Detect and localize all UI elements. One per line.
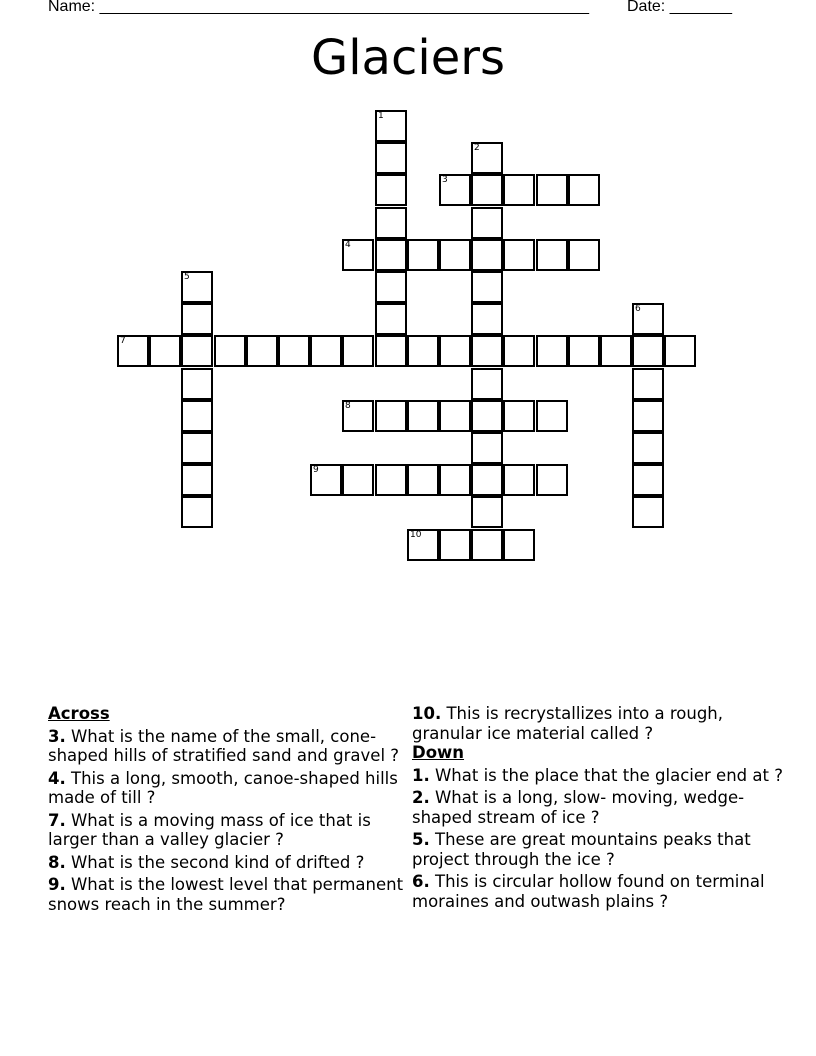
grid-cell[interactable] (632, 464, 664, 496)
grid-cell[interactable] (375, 400, 407, 432)
cell-number: 10 (410, 530, 422, 540)
clue-number: 10. (412, 704, 442, 723)
cell-number: 4 (345, 240, 351, 250)
grid-cell[interactable] (471, 303, 503, 335)
grid-cell[interactable] (310, 464, 342, 496)
clue-number: 3. (48, 726, 66, 746)
grid-cell[interactable] (181, 464, 213, 496)
clue-number: 8. (48, 852, 66, 872)
cell-number: 3 (442, 175, 448, 185)
clue-across-4 (48, 769, 408, 808)
grid-cell[interactable] (471, 335, 503, 367)
grid-cell[interactable] (375, 110, 407, 142)
grid-cell[interactable] (246, 335, 278, 367)
grid-cell[interactable] (181, 271, 213, 303)
clue-across-3 (48, 727, 408, 766)
cell-number: 5 (184, 272, 190, 282)
grid-cell[interactable] (471, 496, 503, 528)
grid-cell[interactable] (375, 271, 407, 303)
grid-cell[interactable] (664, 335, 696, 367)
grid-cell[interactable] (342, 400, 374, 432)
grid-cell[interactable] (310, 335, 342, 367)
clues-column-left (48, 704, 408, 914)
clue-number: 9. (48, 875, 66, 894)
clue-text: What is the name of the small, cone-shaped hills of stratified sand and gravel ? (48, 726, 400, 765)
clue-down-5 (412, 830, 792, 869)
grid-cell[interactable] (536, 239, 568, 271)
grid-cell[interactable] (503, 174, 535, 206)
grid-cell[interactable] (503, 464, 535, 496)
grid-cell[interactable] (149, 335, 181, 367)
clue-text: What is the second kind of drifted ? (65, 852, 365, 872)
cell-number: 6 (635, 304, 641, 314)
grid-cell[interactable] (632, 496, 664, 528)
grid-cell[interactable] (375, 303, 407, 335)
cell-number: 2 (474, 143, 480, 153)
grid-cell[interactable] (407, 400, 439, 432)
grid-cell[interactable] (375, 174, 407, 206)
grid-cell[interactable] (632, 400, 664, 432)
grid-cell[interactable] (214, 335, 246, 367)
grid-cell[interactable] (407, 464, 439, 496)
grid-cell[interactable] (407, 335, 439, 367)
down-heading: Down (412, 743, 465, 762)
grid-cell[interactable] (536, 464, 568, 496)
clue-number: 1. (412, 765, 430, 785)
grid-cell[interactable] (503, 400, 535, 432)
grid-cell[interactable] (600, 335, 632, 367)
page-title: Glaciers (311, 30, 505, 86)
grid-cell[interactable] (375, 239, 407, 271)
clue-down-2 (412, 788, 792, 827)
grid-cell[interactable] (278, 335, 310, 367)
grid-cell[interactable] (503, 335, 535, 367)
clues-column-right (412, 704, 792, 911)
grid-cell[interactable] (632, 368, 664, 400)
grid-cell[interactable] (342, 335, 374, 367)
name-field: Name: _______________________________________________________ (48, 0, 589, 15)
grid-cell[interactable] (632, 335, 664, 367)
clue-down-6 (412, 872, 792, 911)
clue-text: What is a long, slow- moving, wedge-shaped stream of ice ? (412, 788, 745, 827)
clue-text: This is circular hollow found on terminal moraines and outwash plains ? (412, 872, 765, 911)
grid-cell[interactable] (471, 271, 503, 303)
grid-cell[interactable] (342, 239, 374, 271)
grid-cell[interactable] (471, 464, 503, 496)
grid-cell[interactable] (471, 174, 503, 206)
grid-cell[interactable] (375, 142, 407, 174)
grid-cell[interactable] (439, 400, 471, 432)
grid-cell[interactable] (568, 174, 600, 206)
grid-cell[interactable] (181, 400, 213, 432)
grid-cell[interactable] (471, 400, 503, 432)
clue-number: 6. (412, 872, 430, 891)
grid-cell[interactable] (407, 239, 439, 271)
clue-across-8 (48, 853, 408, 873)
grid-cell[interactable] (181, 368, 213, 400)
grid-cell[interactable] (407, 529, 439, 561)
cell-number: 8 (345, 401, 351, 411)
clue-number: 5. (412, 830, 430, 849)
grid-cell[interactable] (342, 464, 374, 496)
grid-cell[interactable] (568, 239, 600, 271)
grid-cell[interactable] (181, 303, 213, 335)
grid-cell[interactable] (503, 239, 535, 271)
grid-cell[interactable] (568, 335, 600, 367)
clue-text: What is a moving mass of ice that is larger than a valley glacier ? (48, 810, 371, 849)
grid-cell[interactable] (536, 400, 568, 432)
grid-cell[interactable] (439, 464, 471, 496)
clue-number: 7. (48, 810, 66, 830)
grid-cell[interactable] (471, 368, 503, 400)
grid-cell[interactable] (632, 303, 664, 335)
clue-across-9 (48, 875, 408, 914)
grid-cell[interactable] (439, 239, 471, 271)
grid-cell[interactable] (375, 335, 407, 367)
grid-cell[interactable] (471, 529, 503, 561)
clue-text: This is recrystallizes into a rough, granular ice material called ? (412, 704, 723, 743)
date-field: Date: _______ (627, 0, 732, 15)
grid-cell[interactable] (181, 432, 213, 464)
grid-cell[interactable] (471, 239, 503, 271)
cell-number: 7 (120, 336, 126, 346)
across-heading: Across (48, 704, 110, 723)
clue-number: 2. (412, 788, 430, 807)
grid-cell[interactable] (439, 174, 471, 206)
grid-cell[interactable] (375, 464, 407, 496)
grid-cell[interactable] (632, 432, 664, 464)
clue-down-1 (412, 766, 792, 786)
clue-text: This a long, smooth, canoe-shaped hills made of till ? (48, 768, 398, 807)
grid-cell[interactable] (181, 496, 213, 528)
clue-across-10 (412, 704, 792, 743)
grid-cell[interactable] (439, 529, 471, 561)
grid-cell[interactable] (471, 207, 503, 239)
grid-cell[interactable] (181, 335, 213, 367)
cell-number: 1 (378, 111, 384, 121)
grid-cell[interactable] (375, 207, 407, 239)
cell-number: 9 (313, 465, 319, 475)
grid-cell[interactable] (439, 335, 471, 367)
clue-text: These are great mountains peaks that project through the ice ? (412, 830, 751, 869)
clue-text: What is the lowest level that permanent snows reach in the summer? (48, 875, 404, 914)
grid-cell[interactable] (536, 335, 568, 367)
clue-text: What is the place that the glacier end at ? (429, 765, 783, 785)
grid-cell[interactable] (471, 432, 503, 464)
grid-cell[interactable] (117, 335, 149, 367)
grid-cell[interactable] (471, 142, 503, 174)
grid-cell[interactable] (536, 174, 568, 206)
clue-number: 4. (48, 768, 66, 788)
grid-cell[interactable] (503, 529, 535, 561)
clue-across-7 (48, 811, 408, 850)
